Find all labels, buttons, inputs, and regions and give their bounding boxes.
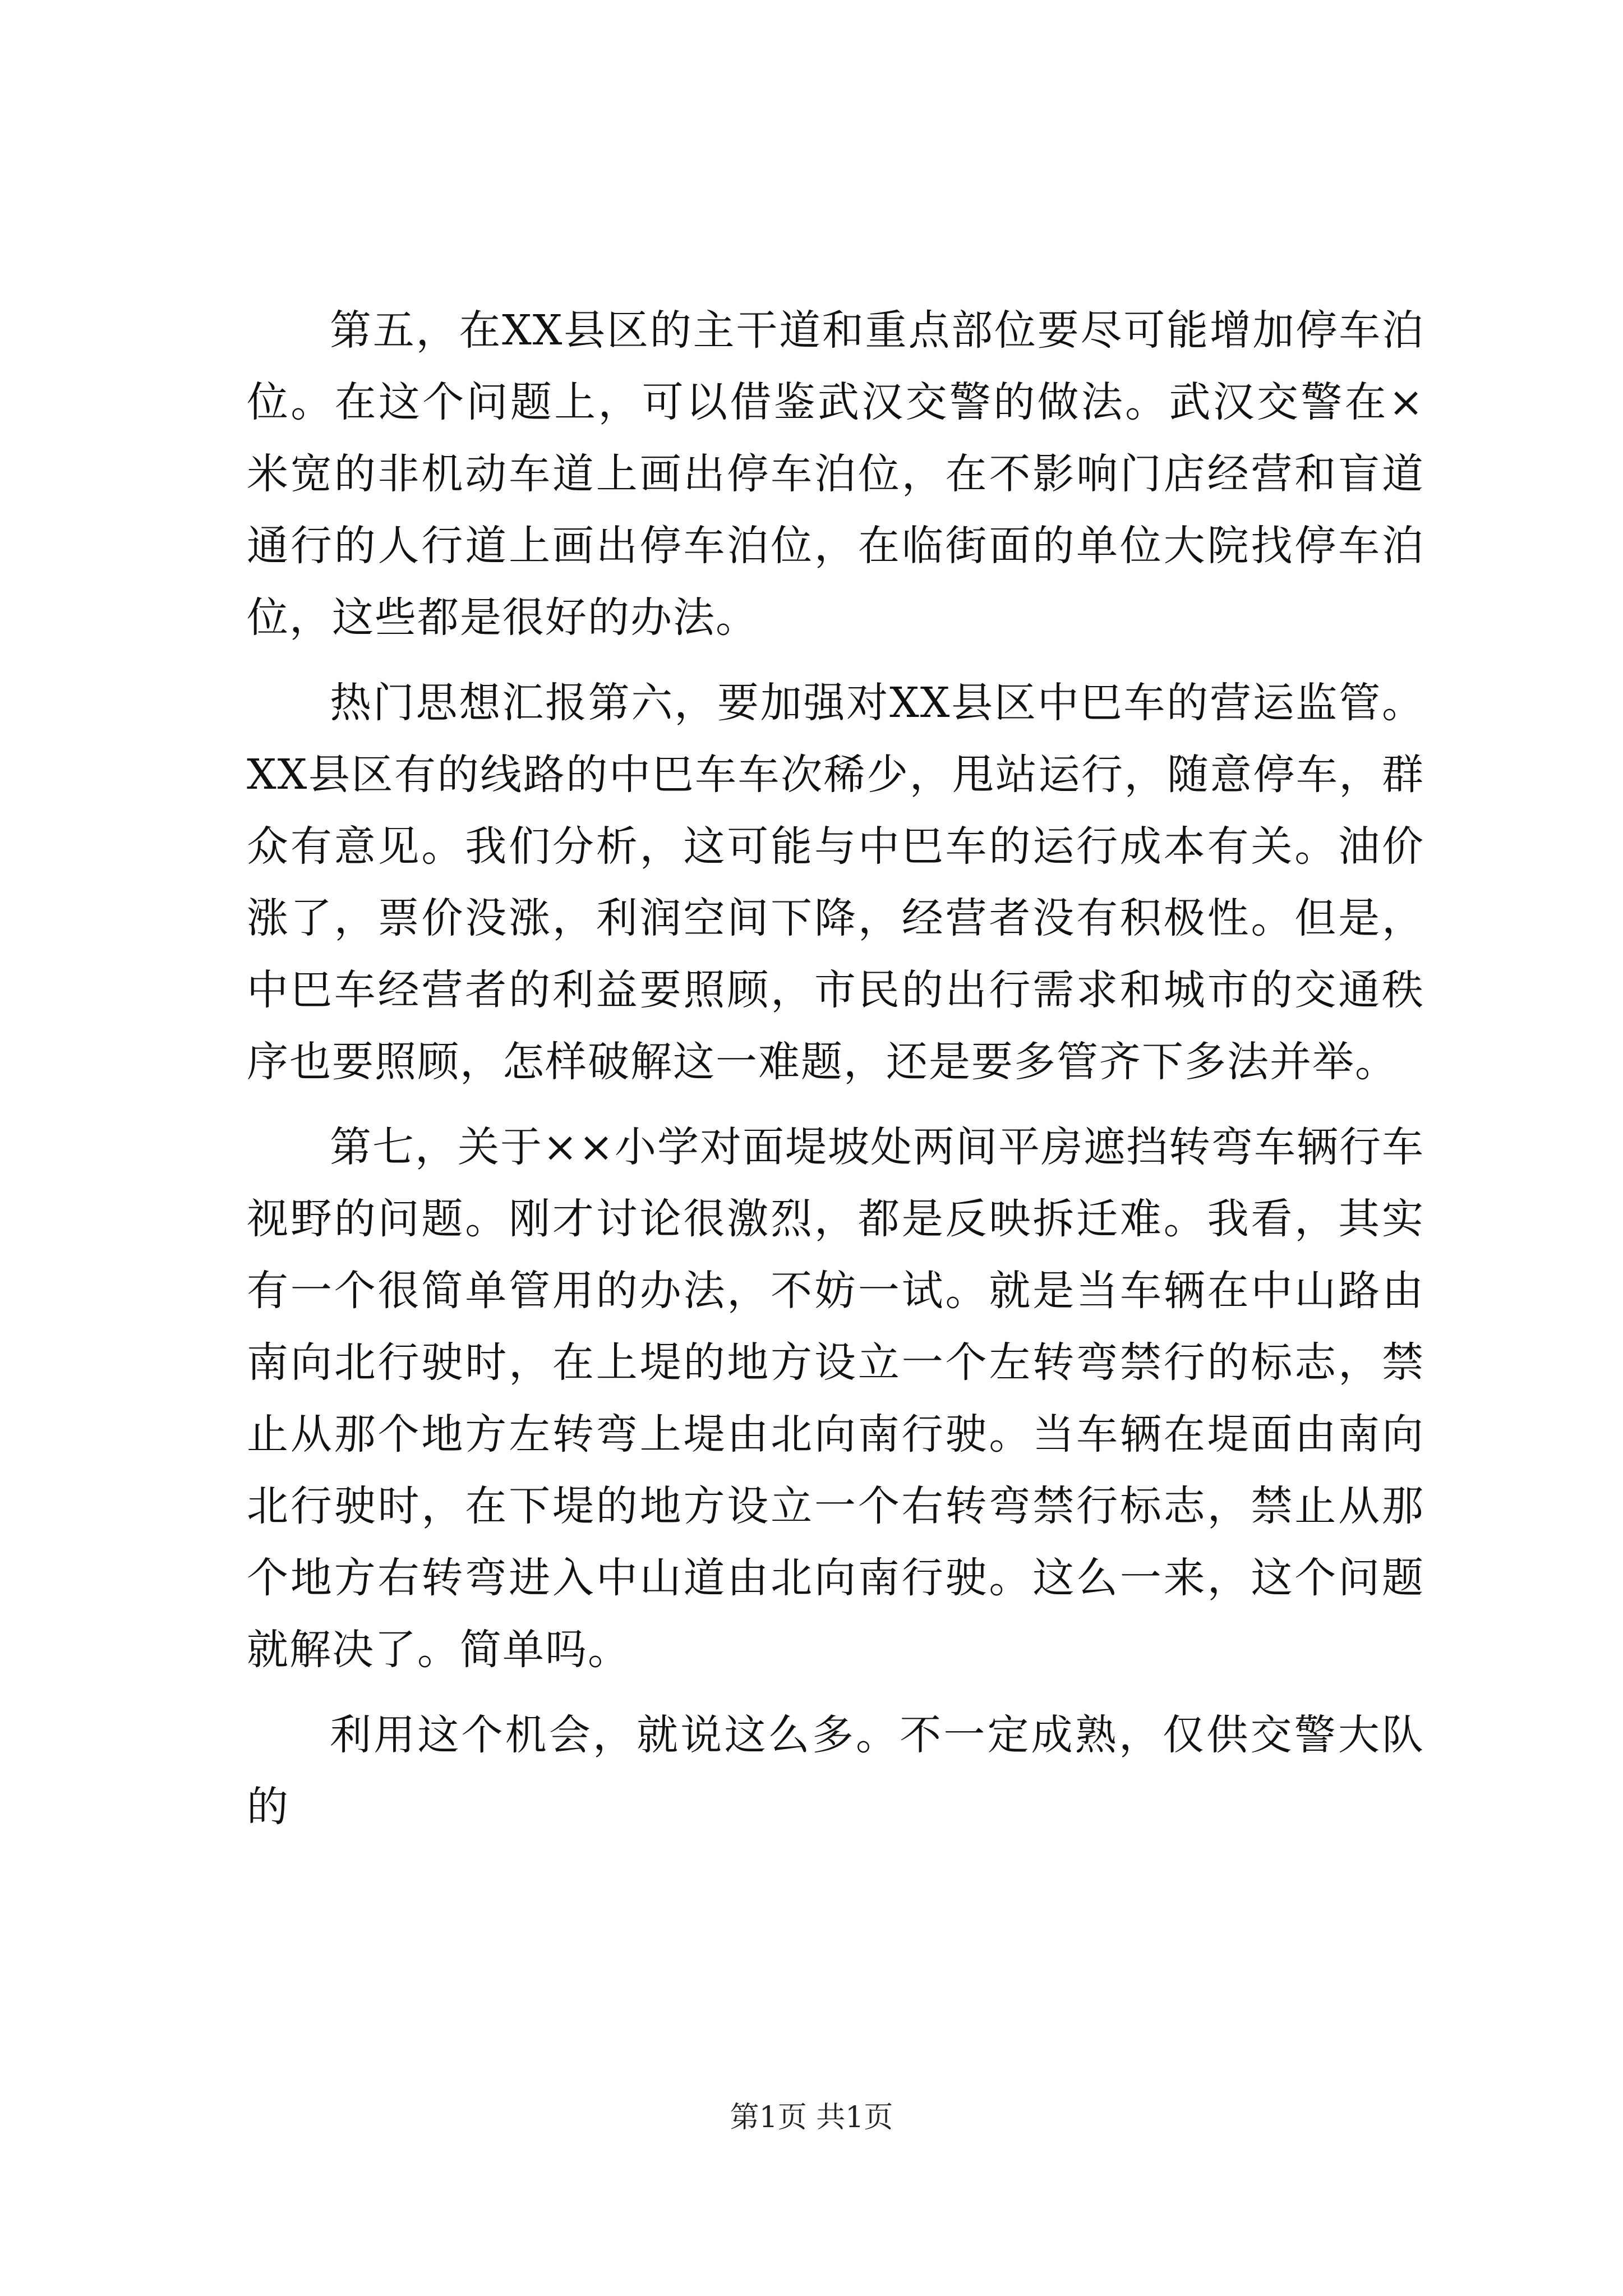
paragraph-1: 第五，在XX县区的主干道和重点部位要尽可能增加停车泊位。在这个问题上，可以借鉴武汉交警的做法。武汉交警在×米宽的非机动车道上画出停车泊位，在不影响门店经营和盲道通行的人行道上画出停车泊位，在临街面的单位大院找停车泊位，这些都是很好的办法。 [247,306,1424,642]
page-footer: 第1页 共1页 [730,2101,893,2134]
paragraph-2: 热门思想汇报第六，要加强对XX县区中巴车的营运监管。XX县区有的线路的中巴车车次稀少，甩站运行，随意停车，群众有意见。我们分析，这可能与中巴车的运行成本有关。油价涨了，票价没涨，利润空间下降，经营者没有积极性。但是，中巴车经营者的利益要照顾，市民的出行需求和城市的交通秩序也要照顾，怎样破解这一难题，还是要多管齐下多法并举。 [247,679,1424,1086]
paragraph-4: 利用这个机会，就说这么多。不一定成熟，仅供交警大队的 [247,1711,1424,1831]
document-body [247,295,1424,1856]
paragraph-3: 第七，关于××小学对面堤坡处两间平房遮挡转弯车辆行车视野的问题。刚才讨论很激烈，都是反映拆迁难。我看，其实有一个很简单管用的办法，不妨一试。就是当车辆在中山路由南向北行驶时，在上堤的地方设立一个左转弯禁行的标志，禁止从那个地方左转弯上堤由北向南行驶。当车辆在堤面由南向北行驶时，在下堤的地方设立一个右转弯禁行标志，禁止从那个地方右转弯进入中山道由北向南行驶。这么一来，这个问题就解决了。简单吗。 [247,1123,1425,1674]
